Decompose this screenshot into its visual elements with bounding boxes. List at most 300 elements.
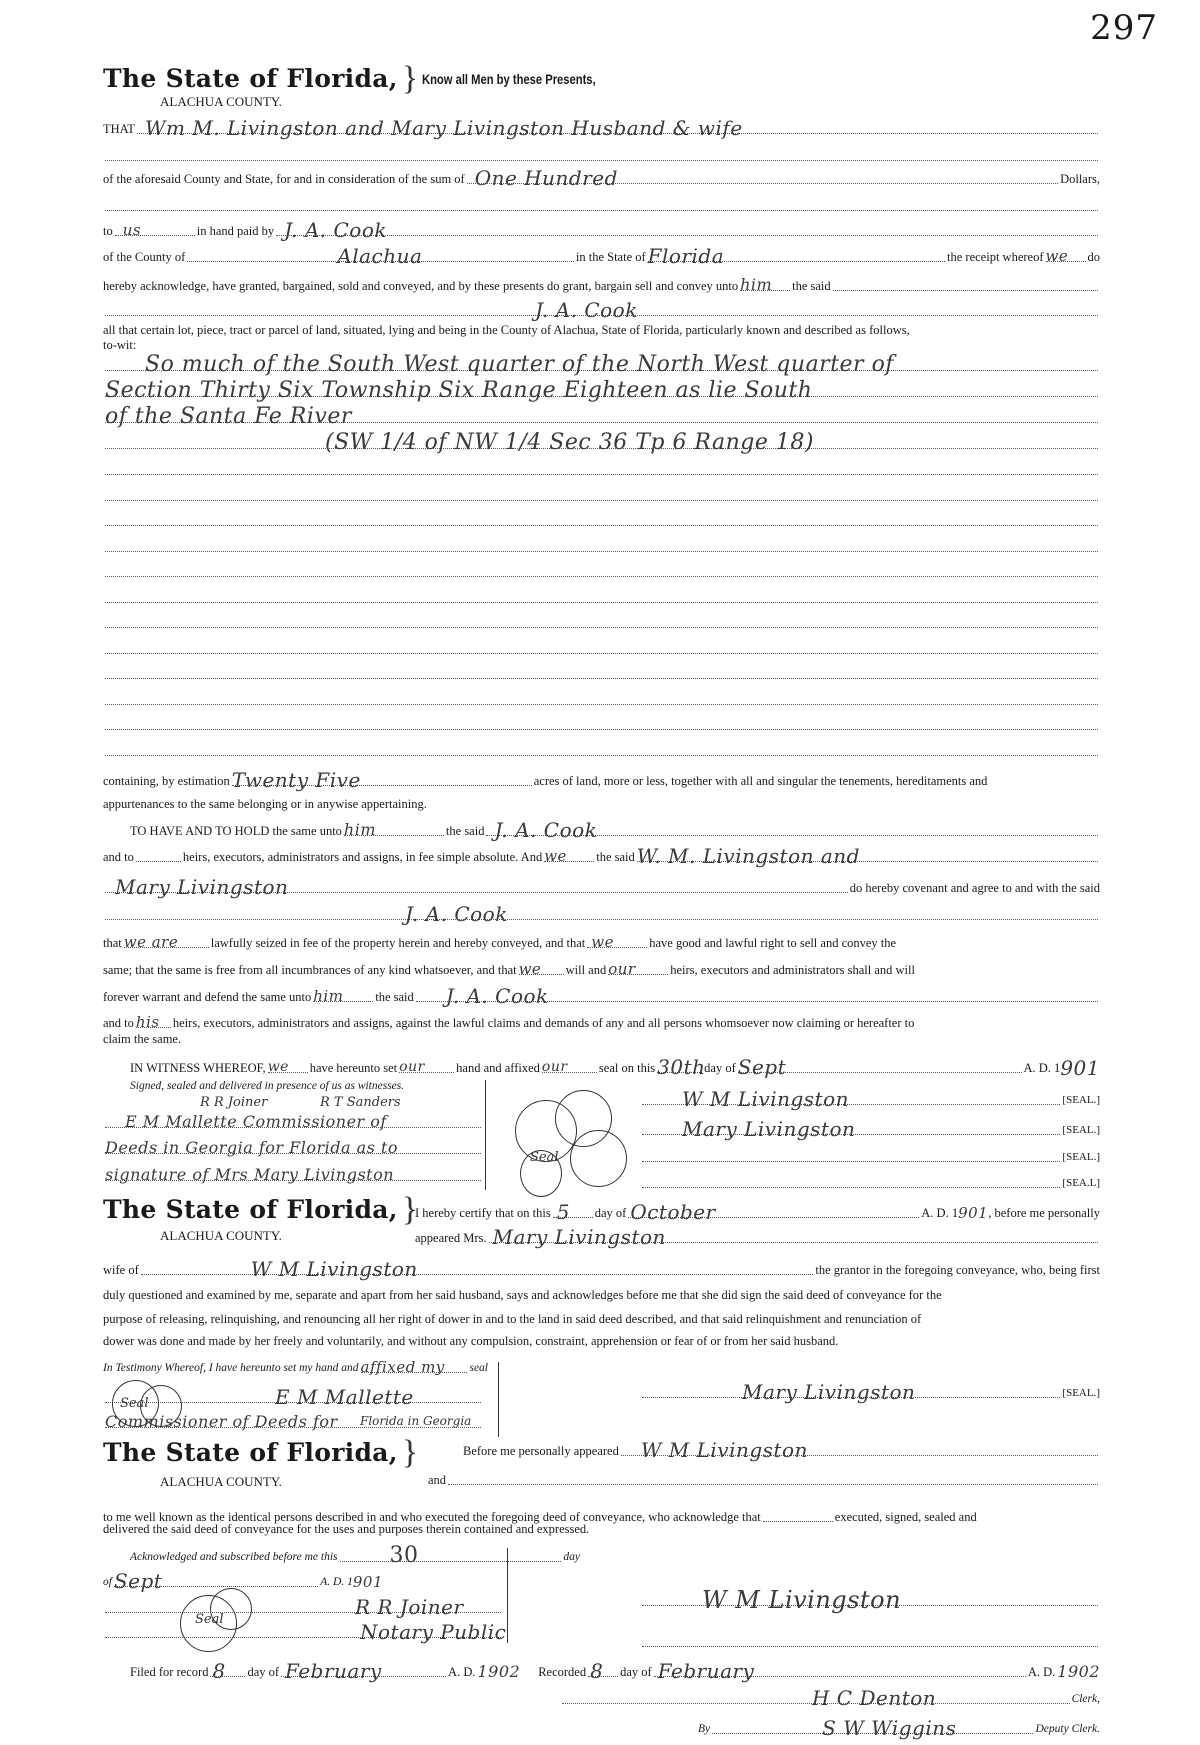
seal-mark: Seal [530,1150,559,1165]
witness-field2 [399,1058,454,1073]
county-label: ALACHUA COUNTY. [160,1474,282,1489]
habendum-line [130,818,1100,842]
seized-field2 [587,933,647,951]
blank-line [103,562,1100,580]
notary-name: R R Joiner [355,1595,464,1619]
clerk-label: Clerk, [1071,1693,1100,1705]
dotted-line [105,146,1098,161]
and-to-label: and to [103,850,134,864]
description-field [105,430,1098,455]
that-label: THAT [103,122,135,136]
consideration-label: of the aforesaid County and State, for and in consideration of the sum of [103,172,465,186]
grantee-line [103,298,1100,322]
page-number: 297 [1090,8,1158,48]
description-text: So much of the South West quarter of the North West quarter of [145,352,894,377]
ad-label: A. D. [448,1665,476,1679]
county-label: ALACHUA COUNTY. [160,1228,282,1243]
notary-title: Notary Public [360,1620,507,1644]
description-field [105,404,1098,429]
notary-line [103,1620,507,1644]
free-value2: our [608,960,636,978]
cert-day: 5 [556,1200,570,1224]
ad-label: A. D. [1027,1665,1056,1679]
county-field [187,244,574,268]
dotted-line [105,613,1098,628]
state-of-label: in the State of [575,250,646,264]
receipt-value: we [1045,247,1069,265]
testimony-line [103,1358,488,1376]
and-label: and [428,1473,447,1487]
seized-value2: we [591,933,614,951]
body-text: dower was done and made by her freely and voluntarily, and without any compulsion, constraint, apprehension or fear of or from her said husband. [103,1334,839,1348]
blank-dots [763,1507,833,1522]
said-label: the said [792,279,831,293]
blank-line [103,690,1100,708]
body-text: duly questioned and examined by me, separate and apart from her said husband, says and acknowledges before me that she did sign the said deed of conveyance for the [103,1288,942,1302]
cert-year: 901 [958,1204,989,1222]
containing-rest: acres of land, more or less, together with all and singular the tenements, hereditaments and [533,774,988,788]
and-field [448,1470,1098,1485]
acknowledge-line [103,276,1100,294]
dotted-line [105,562,1098,577]
seized-field [123,933,209,951]
ack-month-line [103,1569,383,1593]
claims-line2 [103,1031,1100,1047]
description-line [103,378,1100,403]
cert2-header [103,1434,419,1471]
dotted-line [105,511,1098,526]
state-field [647,244,945,268]
blank-line [103,613,1100,631]
dotted-line [105,639,1098,654]
cert-body [103,1333,1100,1349]
claims-text: heirs, executors, administrators and assigns, against the lawful claims and demands of any and all persons whomsoever now claiming or hereafter to [172,1016,915,1030]
seal-word: seal [469,1362,488,1374]
by-label: By [698,1723,711,1735]
body-text: executed, signed, sealed and [834,1510,977,1524]
rec-day-field [588,1659,618,1683]
dotted-line [105,486,1098,501]
witness-line [130,1055,1100,1080]
to-wit-label: to-wit: [103,338,137,352]
day-of-label: day of [620,1665,652,1679]
recorded-label: Recorded [538,1665,587,1679]
blank-line [103,486,1100,504]
grantee-field [105,298,1098,322]
containing-label: containing, by estimation [103,774,230,788]
cert-month: October [630,1200,716,1224]
rec-month: February [657,1659,755,1683]
land-text [103,322,1100,338]
county-value: Alachua [337,244,423,268]
dotted-line [105,690,1098,705]
seal-mark: Seal [120,1396,149,1411]
commissioner-line [103,1139,483,1157]
habendum-field [343,820,444,839]
witness-t5: day of [704,1061,736,1075]
officer-title2: Florida in Georgia [360,1414,472,1428]
grantors-field [137,116,1098,140]
blank-line [103,511,1100,529]
claims-text2: claim the same. [103,1032,182,1046]
blank-line [103,537,1100,555]
wife-of-line [103,1257,1100,1281]
warrant-field [313,987,373,1005]
blank-line [103,588,1100,606]
witness-t4: seal on this [598,1061,656,1075]
seal-label: [SEAL.] [1062,1151,1100,1163]
state-value: Florida [647,244,725,268]
appurtenances-text: appurtenances to the same belonging or in anywise appertaining. [103,797,427,811]
before-field [621,1438,1098,1462]
claims-value: his [135,1013,160,1031]
officer-title: Commissioner of Deeds for [105,1412,338,1431]
filed-day: 8 [212,1659,226,1683]
notary-title-field [105,1620,507,1644]
consideration-field [467,166,1058,190]
appeared-label: appeared Mrs. [415,1231,487,1245]
filed-month: February [285,1659,382,1683]
witness-value3: our [541,1059,568,1075]
free-line [103,960,1100,978]
clerk-field [562,1686,1070,1710]
claims-line [103,1013,1100,1031]
grantor-value: W. M. Livingston and [636,844,860,868]
body-text: delivered the said deed of conveyance for the uses and purposes therein contained and expressed. [103,1522,590,1536]
know-all-men: Know all Men by these Presents, [422,71,596,87]
heirs-line [103,844,1100,868]
signature-field [642,1586,1098,1614]
witness-month-field [737,1055,1022,1079]
heirs-text: heirs, executors, administrators and assigns, in fee simple absolute. And [182,850,543,864]
signature: Mary Livingston [742,1380,916,1404]
commissioner-line [103,1166,483,1184]
blank-line [103,741,1100,759]
ad-label: A. D. 1 [1023,1061,1061,1075]
to-value: us [122,221,142,239]
blank-line [103,639,1100,657]
covenant-text: do hereby covenant and agree to and with the said [849,881,1100,895]
certify-text: I hereby certify that on this [415,1206,551,1220]
seal-label: [SEA.L] [1062,1177,1100,1189]
description-line [103,404,1100,429]
acknowledged-line [130,1543,580,1568]
cert1-header [103,1191,419,1228]
ack-day: 30 [389,1543,419,1568]
we-field [544,847,594,865]
ack-month-field [113,1569,318,1593]
covenant-grantee-line [103,902,1100,926]
before-line [463,1438,1100,1462]
grantor2-field [105,875,848,899]
blank-signature-line [640,1632,1100,1650]
before-name: W M Livingston [640,1438,808,1462]
dotted-line [105,460,1098,475]
to-field [115,221,195,239]
dotted-line [105,741,1098,756]
grantors-value: Wm M. Livingston and Mary Livingston Husband & wife [144,116,743,140]
free-text: same; that the same is free from all incumbrances of any kind whatsoever, and that [103,963,517,977]
blank-dots [833,276,1098,291]
blank-line [103,664,1100,682]
acres-field [231,768,532,792]
county-of-label: of the County of [103,250,186,264]
wife-of-label: wife of [103,1263,139,1277]
dotted-line [105,664,1098,679]
blank-line [103,715,1100,733]
paid-by-value: J. A. Cook [284,218,387,242]
ad-label: A. D. 1 [320,1576,353,1588]
county-label: ALACHUA COUNTY. [160,94,282,109]
witness-year: 901 [1060,1056,1100,1080]
seal-mark: Seal [195,1612,224,1627]
consideration-value: One Hundred [474,166,618,190]
dotted-line [105,588,1098,603]
witness-month: Sept [737,1055,787,1079]
warrant-line [103,984,1100,1008]
brace-line [485,1080,486,1190]
signature-line [640,1147,1100,1165]
said-label: the said [445,824,485,838]
that-label: that [103,936,122,950]
acres-value: Twenty Five [231,768,361,792]
rec-month-field [654,1659,1026,1683]
day-label: day [563,1551,580,1563]
witness-t2: have hereunto set [309,1061,398,1075]
said-label: the said [375,990,414,1004]
clerk-line [560,1686,1100,1710]
covenant-grantee: J. A. Cook [405,902,508,926]
containing-line [103,768,1100,792]
signature-field [642,1632,1098,1647]
free-field [518,960,564,978]
dotted-line [105,1165,481,1184]
wm-signature-line [640,1586,1100,1614]
appeared-line [415,1225,1100,1249]
filed-day-field [210,1659,245,1683]
cert2-body [103,1521,1100,1537]
claims-field [135,1013,171,1031]
commissioner-text: E M Mallette Commissioner of [125,1112,387,1131]
cert-body [103,1287,1100,1303]
filed-year: 1902 [477,1662,521,1681]
habendum-grantee-field [486,818,1098,842]
state-title: The State of Florida, [103,1438,398,1467]
signature-field [642,1380,1060,1404]
and-to-label: and to [103,1016,134,1030]
will-label: will and [565,963,607,977]
seal-label: [SEAL.] [1062,1387,1100,1399]
signature-field [642,1147,1060,1162]
do-label: do [1087,250,1100,264]
covenant-line [103,875,1100,899]
witness-name: R R Joiner [200,1095,268,1110]
dollars-label: Dollars, [1060,172,1100,186]
ack-year: 901 [352,1573,383,1591]
said-label: the said [596,850,635,864]
notary-line [103,1595,503,1619]
habendum-value: him [343,820,377,839]
deputy-name: S W Wiggins [822,1716,957,1740]
witness-value: we [267,1059,289,1075]
blank-line [103,146,1100,164]
before-label: Before me personally appeared [463,1444,619,1458]
paid-label: in hand paid by [196,224,275,238]
certify-line [415,1200,1100,1224]
blank-line [103,196,1100,214]
description-text: (SW 1/4 of NW 1/4 Sec 36 Tp 6 Range 18) [325,430,814,455]
habendum-grantee: J. A. Cook [494,818,598,842]
description-field [105,352,1098,377]
grantee-value: J. A. Cook [535,298,638,322]
of-label: of [103,1576,112,1588]
land-text-label: all that certain lot, piece, tract or parcel of land, situated, lying and being in the County of Alachua, State of Florida, particularly known and described as follows, [103,323,910,337]
before-text: , before me personally [988,1206,1100,1220]
receipt-label: the receipt whereof [947,250,1044,264]
habendum-label: TO HAVE AND TO HOLD the same unto [130,824,342,838]
witness-field [268,1058,308,1073]
brace-line [507,1548,508,1643]
warrant-grantee-field [416,984,1098,1008]
ack-month: Sept [113,1569,163,1593]
paid-by-field [276,218,1098,242]
notary-field [105,1595,501,1619]
signature-field [642,1087,1060,1111]
brace-line [498,1362,499,1437]
rec-day: 8 [590,1659,604,1683]
acknowledge-text: hereby acknowledge, have granted, bargained, sold and conveyed, and by these presents do grant, bargain sell and convey unto [103,279,739,293]
receipt-field [1045,247,1086,265]
warrant-text: forever warrant and defend the same unto [103,990,312,1004]
seized-text: lawfully seized in fee of the property herein and hereby conveyed, and that [210,936,586,950]
appurtenances-line [103,796,1100,812]
signature: W M Livingston [682,1087,850,1111]
seized-line [103,933,1100,951]
unto-value: him [740,275,773,294]
commissioner-text: Deeds in Georgia for Florida as to [105,1138,398,1157]
header [103,60,1100,97]
witnesses-label: Signed, sealed and delivered in presence of us as witnesses. [130,1080,405,1092]
signature-field [642,1173,1060,1188]
witness-name: R T Sanders [320,1095,401,1110]
free-text2: heirs, executors and administrators shall and will [670,963,915,977]
dotted-line [105,196,1098,211]
day-of-label: day of [247,1665,280,1679]
description-text: of the Santa Fe River [105,404,352,429]
grantor-field [636,844,1098,868]
signature-field [642,1117,1060,1141]
signature-line [640,1117,1100,1141]
deputy-line [698,1716,1100,1740]
acknowledged-text: Acknowledged and subscribed before me this [130,1551,338,1563]
heirs-blank [136,847,181,862]
testimony-field [360,1358,468,1376]
to-label: to [103,224,113,238]
deputy-field [712,1716,1033,1740]
witness-t3: hand and affixed [456,1061,540,1075]
mary-signature-line [640,1380,1100,1404]
ack-day-field [340,1543,562,1568]
husband-field [141,1257,814,1281]
testimony-text: In Testimony Whereof, I have hereunto set my hand and [103,1362,359,1374]
appeared-name: Mary Livingston [492,1225,666,1249]
brace: } [401,1191,419,1228]
and-line [428,1470,1100,1488]
signature-line [640,1173,1100,1191]
witness-day: 30th [657,1055,706,1079]
cert-month-field [628,1200,919,1224]
paid-line [103,218,1100,242]
grantors-line [103,116,1100,140]
we-value: we [544,847,567,865]
deputy-label: Deputy Clerk. [1035,1723,1100,1735]
witness-day-field [657,1055,706,1079]
husband-name: W M Livingston [250,1257,418,1281]
day-of-label: day of [594,1206,627,1220]
consideration-line [103,166,1100,190]
signature: Mary Livingston [682,1117,856,1141]
warrant-grantee: J. A. Cook [445,984,549,1008]
witness-field3 [542,1058,597,1073]
filed-label: Filed for record [130,1665,209,1679]
warrant-value: him [313,987,344,1005]
dotted-line [105,1138,481,1157]
officer-name: E M Mallette [275,1385,414,1409]
to-wit [103,337,1100,353]
free-value: we [518,960,542,978]
state-title: The State of Florida, [103,64,398,93]
dotted-line [105,537,1098,552]
signature: W M Livingston [702,1586,902,1614]
brace: } [401,60,419,97]
county-line [103,244,1100,268]
dotted-line [105,1112,481,1131]
clerk-name: H C Denton [812,1686,937,1710]
testimony-value: affixed my [360,1358,445,1376]
seal-label: [SEAL.] [1062,1124,1100,1136]
cert-body [103,1311,1100,1327]
description-text: Section Thirty Six Township Six Range Eighteen as lie South [105,378,813,403]
grantor2-value: Mary Livingston [115,875,289,899]
witness-value2: our [399,1059,425,1075]
grantor-text: the grantor in the foregoing conveyance, who, being first [815,1263,1100,1277]
dotted-line [105,715,1098,730]
description-line [103,352,1100,377]
description-line [103,430,1100,455]
filed-month-field [281,1659,446,1683]
description-field [105,378,1098,403]
blank-line [103,460,1100,478]
commissioner-text: signature of Mrs Mary Livingston [105,1165,395,1184]
cert-day-field [553,1200,593,1224]
signature-line [640,1087,1100,1111]
unto-field [740,275,790,294]
ad-label: A. D. 1 [921,1206,959,1220]
seal-label: [SEAL.] [1062,1094,1100,1106]
brace: } [401,1434,419,1471]
state-title: The State of Florida, [103,1195,398,1224]
rec-year: 1902 [1057,1662,1100,1681]
recording-line [130,1659,1100,1683]
seized-text2: have good and lawful right to sell and convey the [649,936,897,950]
body-text: purpose of releasing, relinquishing, and renouncing all her right of dower in and to the land in said deed described, and that said relinquishment and renunciation of [103,1312,922,1326]
seized-value: we are [123,933,179,951]
witness-text: IN WITNESS WHEREOF, [130,1061,266,1075]
covenant-grantee-field [105,902,1098,926]
body-text: to me well known as the identical persons described in and who executed the foregoing deed of conveyance, who acknowledge that [103,1510,761,1524]
appeared-field [489,1225,1099,1249]
commissioner-line [103,1113,483,1131]
